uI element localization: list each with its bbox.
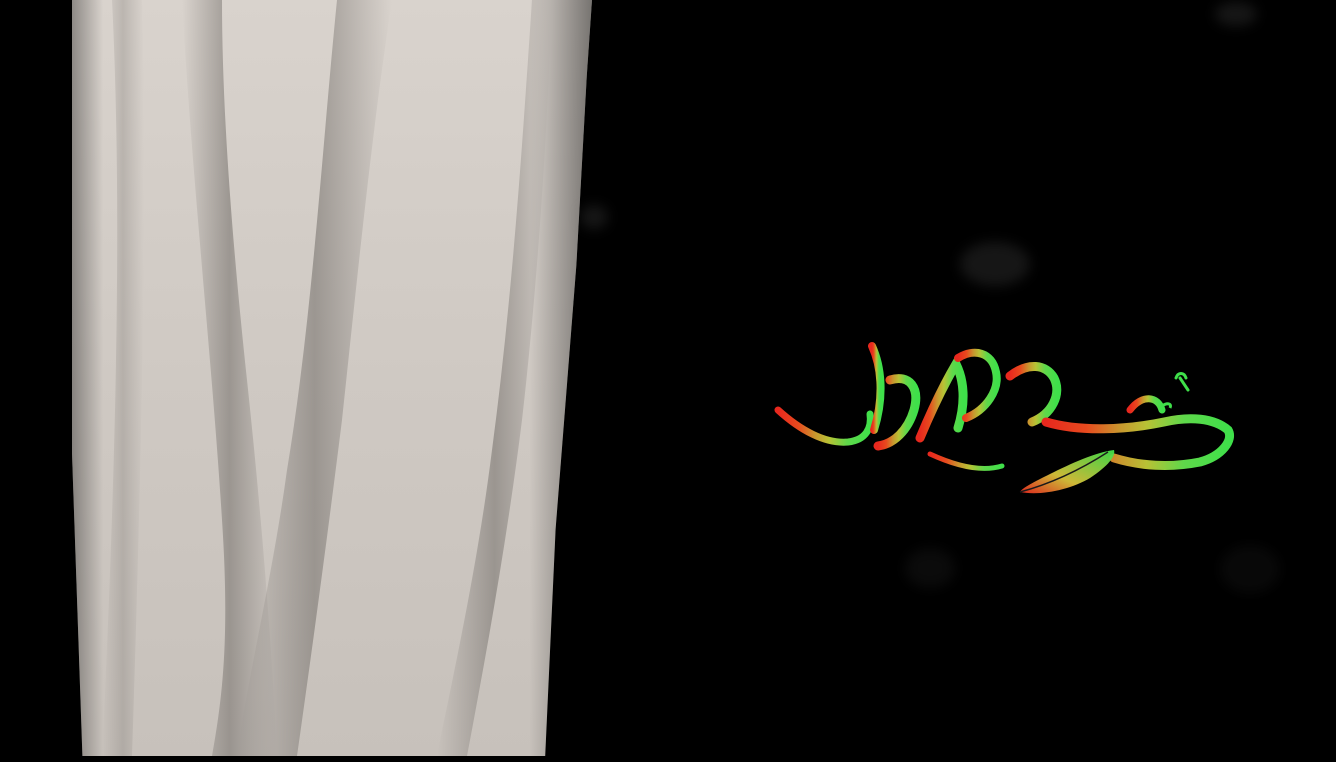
bokeh-light [960, 242, 1030, 286]
white-curtain [72, 0, 592, 756]
bokeh-light [1215, 2, 1257, 26]
bokeh-light [1220, 545, 1280, 593]
bokeh-light [580, 205, 608, 229]
curtain-folds [72, 0, 592, 756]
calligraphy-logo [770, 318, 1240, 513]
bokeh-light [905, 548, 955, 588]
